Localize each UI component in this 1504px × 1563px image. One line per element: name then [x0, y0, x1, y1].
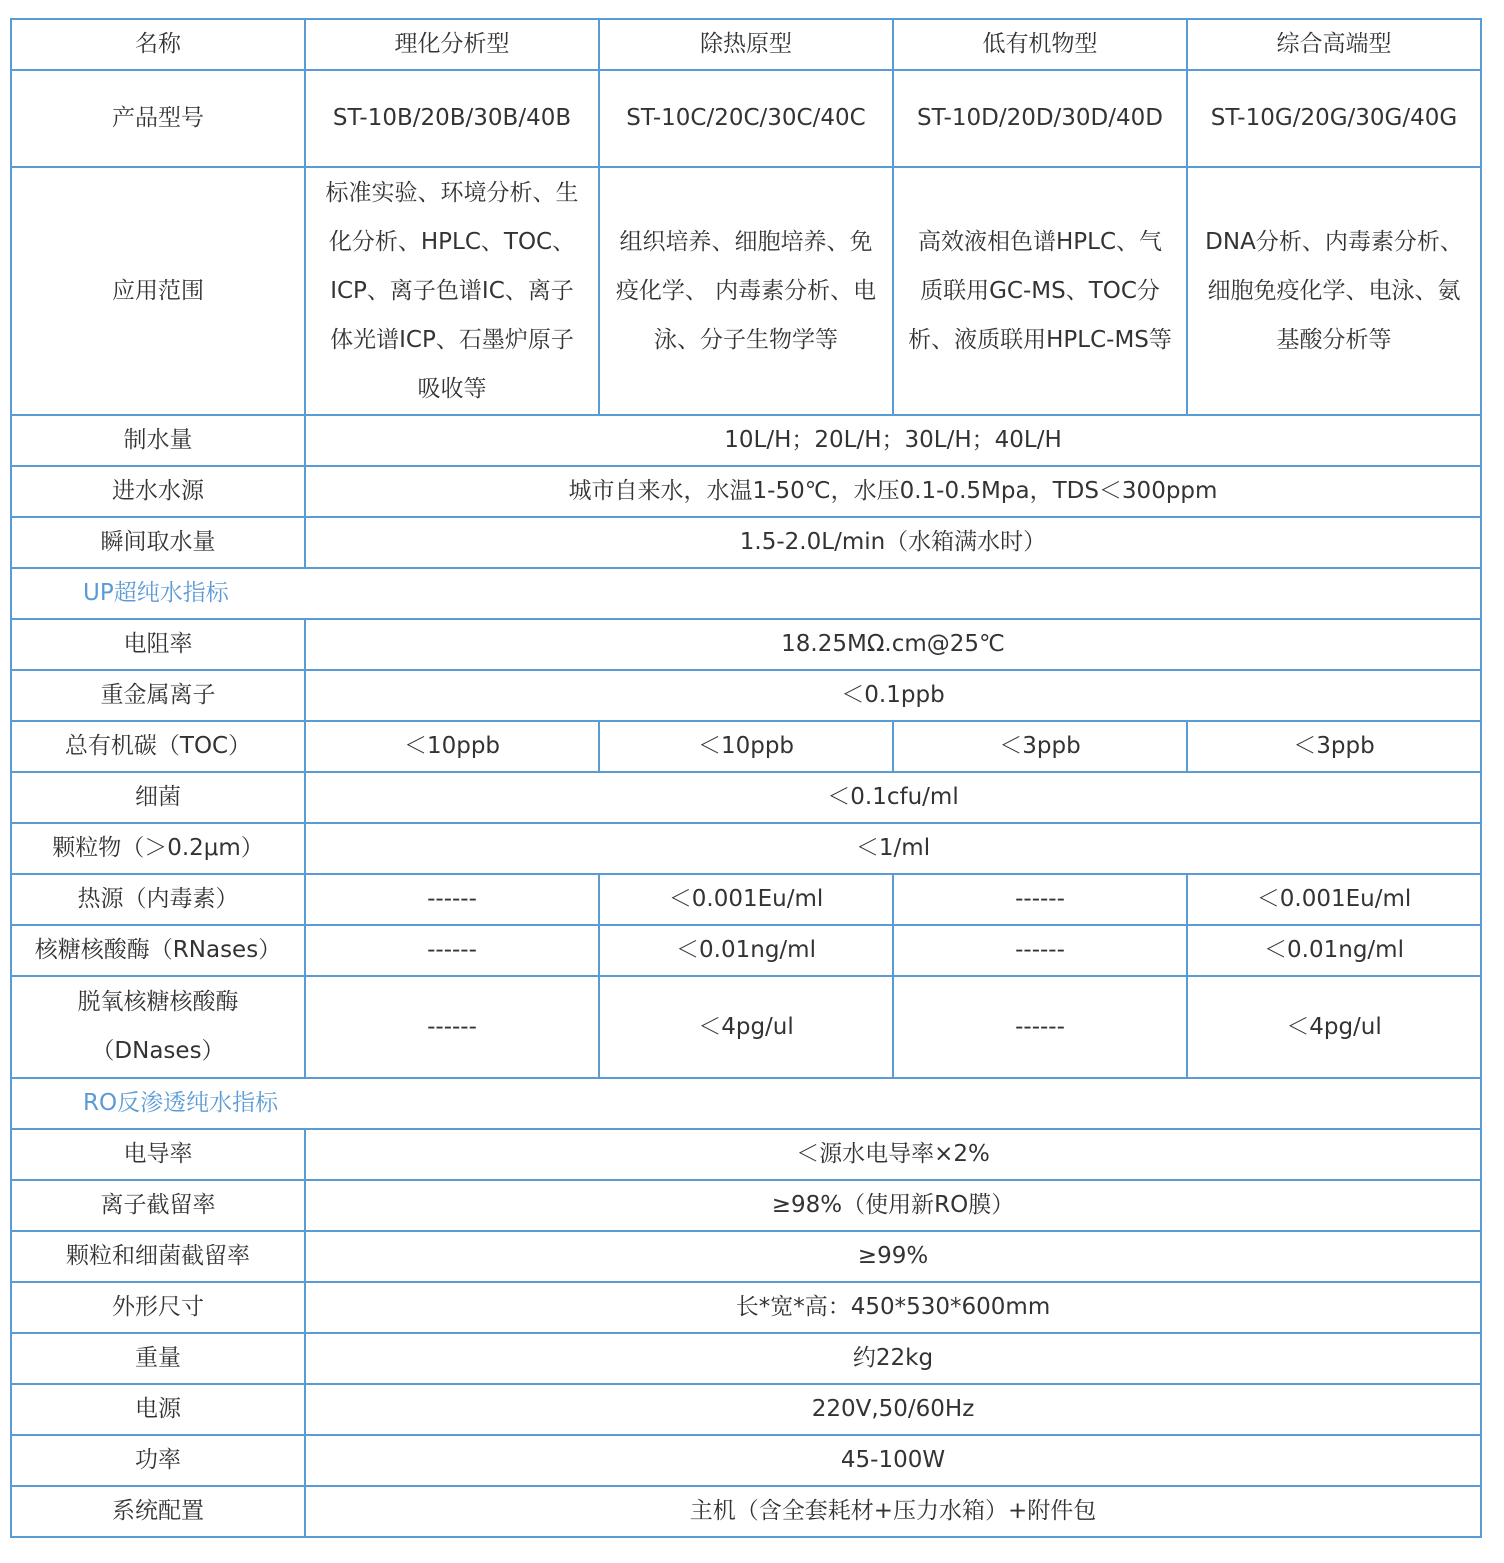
- row-label: 核糖核酸酶（RNases）: [11, 925, 305, 976]
- pyrogen-cell: ＜0.001Eu/ml: [599, 874, 893, 925]
- row-label: 电源: [11, 1384, 305, 1435]
- up-section-row: [11, 568, 1481, 619]
- particles-row: [11, 823, 1481, 874]
- applications-row: [11, 167, 1481, 415]
- rnases-row: [11, 925, 1481, 976]
- toc-cell: ＜10ppb: [599, 721, 893, 772]
- toc-row: [11, 721, 1481, 772]
- spec-table: [10, 18, 1482, 1538]
- up-section-title: UP超纯水指标: [11, 568, 1481, 619]
- header-row: [11, 19, 1481, 70]
- model-cell: ST-10G/20G/30G/40G: [1187, 70, 1481, 167]
- power-row: [11, 1435, 1481, 1486]
- rnases-cell: ------: [305, 925, 599, 976]
- row-label: 外形尺寸: [11, 1282, 305, 1333]
- toc-cell: ＜3ppb: [893, 721, 1187, 772]
- row-label: 瞬间取水量: [11, 517, 305, 568]
- row-label: 脱氧核糖核酸酶（DNases）: [11, 976, 305, 1078]
- output-row: [11, 415, 1481, 466]
- row-value: ≥99%: [305, 1231, 1481, 1282]
- row-value: 220V,50/60Hz: [305, 1384, 1481, 1435]
- row-label: 系统配置: [11, 1486, 305, 1537]
- row-value: ＜0.1cfu/ml: [305, 772, 1481, 823]
- row-value: ＜0.1ppb: [305, 670, 1481, 721]
- weight-row: [11, 1333, 1481, 1384]
- row-label: 颗粒物（＞0.2μm）: [11, 823, 305, 874]
- row-value: 城市自来水，水温1-50℃，水压0.1-0.5Mpa，TDS＜300ppm: [305, 466, 1481, 517]
- applications-cell: 高效液相色谱HPLC、气质联用GC-MS、TOC分析、液质联用HPLC-MS等: [893, 167, 1187, 415]
- heavy-metal-row: [11, 670, 1481, 721]
- row-label: 进水水源: [11, 466, 305, 517]
- row-label: 颗粒和细菌截留率: [11, 1231, 305, 1282]
- system-config-row: [11, 1486, 1481, 1537]
- resistivity-row: [11, 619, 1481, 670]
- model-cell: ST-10C/20C/30C/40C: [599, 70, 893, 167]
- dimensions-row: [11, 1282, 1481, 1333]
- header-col-g: 综合高端型: [1187, 19, 1481, 70]
- ro-section-row: [11, 1078, 1481, 1129]
- row-label: 重金属离子: [11, 670, 305, 721]
- dnases-cell: ------: [893, 976, 1187, 1078]
- water-source-row: [11, 466, 1481, 517]
- ro-section-title: RO反渗透纯水指标: [11, 1078, 1481, 1129]
- pyrogen-row: [11, 874, 1481, 925]
- model-row: [11, 70, 1481, 167]
- row-label: 热源（内毒素）: [11, 874, 305, 925]
- row-value: 主机（含全套耗材+压力水箱）+附件包: [305, 1486, 1481, 1537]
- row-value: 10L/H；20L/H；30L/H；40L/H: [305, 415, 1481, 466]
- row-value: ＜1/ml: [305, 823, 1481, 874]
- pyrogen-cell: ------: [893, 874, 1187, 925]
- dnases-cell: ＜4pg/ul: [1187, 976, 1481, 1078]
- pyrogen-cell: ＜0.001Eu/ml: [1187, 874, 1481, 925]
- bacteria-row: [11, 772, 1481, 823]
- row-value: ≥98%（使用新RO膜）: [305, 1180, 1481, 1231]
- row-label: 产品型号: [11, 70, 305, 167]
- row-label: 功率: [11, 1435, 305, 1486]
- applications-cell: 标准实验、环境分析、生化分析、HPLC、TOC、ICP、离子色谱IC、离子体光谱ICP、石墨炉原子吸收等: [305, 167, 599, 415]
- rnases-cell: ＜0.01ng/ml: [1187, 925, 1481, 976]
- row-value: 约22kg: [305, 1333, 1481, 1384]
- particle-bacteria-rejection-row: [11, 1231, 1481, 1282]
- row-value: 45-100W: [305, 1435, 1481, 1486]
- row-label: 细菌: [11, 772, 305, 823]
- row-value: ＜源水电导率×2%: [305, 1129, 1481, 1180]
- row-value: 长*宽*高：450*530*600mm: [305, 1282, 1481, 1333]
- toc-cell: ＜10ppb: [305, 721, 599, 772]
- pyrogen-cell: ------: [305, 874, 599, 925]
- instant-flow-row: [11, 517, 1481, 568]
- ion-rejection-row: [11, 1180, 1481, 1231]
- row-label: 电导率: [11, 1129, 305, 1180]
- model-cell: ST-10B/20B/30B/40B: [305, 70, 599, 167]
- model-cell: ST-10D/20D/30D/40D: [893, 70, 1187, 167]
- row-label: 制水量: [11, 415, 305, 466]
- row-label: 应用范围: [11, 167, 305, 415]
- row-value: 1.5-2.0L/min（水箱满水时）: [305, 517, 1481, 568]
- header-col-b: 理化分析型: [305, 19, 599, 70]
- header-col-d: 低有机物型: [893, 19, 1187, 70]
- applications-cell: DNA分析、内毒素分析、细胞免疫化学、电泳、氨基酸分析等: [1187, 167, 1481, 415]
- row-label: 总有机碳（TOC）: [11, 721, 305, 772]
- rnases-cell: ------: [893, 925, 1187, 976]
- power-supply-row: [11, 1384, 1481, 1435]
- row-label: 电阻率: [11, 619, 305, 670]
- row-value: 18.25MΩ.cm@25℃: [305, 619, 1481, 670]
- dnases-cell: ------: [305, 976, 599, 1078]
- row-label: 重量: [11, 1333, 305, 1384]
- row-label: 离子截留率: [11, 1180, 305, 1231]
- conductivity-row: [11, 1129, 1481, 1180]
- header-col-c: 除热原型: [599, 19, 893, 70]
- applications-cell: 组织培养、细胞培养、免疫化学、 内毒素分析、电泳、分子生物学等: [599, 167, 893, 415]
- rnases-cell: ＜0.01ng/ml: [599, 925, 893, 976]
- dnases-row: [11, 976, 1481, 1078]
- toc-cell: ＜3ppb: [1187, 721, 1481, 772]
- dnases-cell: ＜4pg/ul: [599, 976, 893, 1078]
- header-name-cell: 名称: [11, 19, 305, 70]
